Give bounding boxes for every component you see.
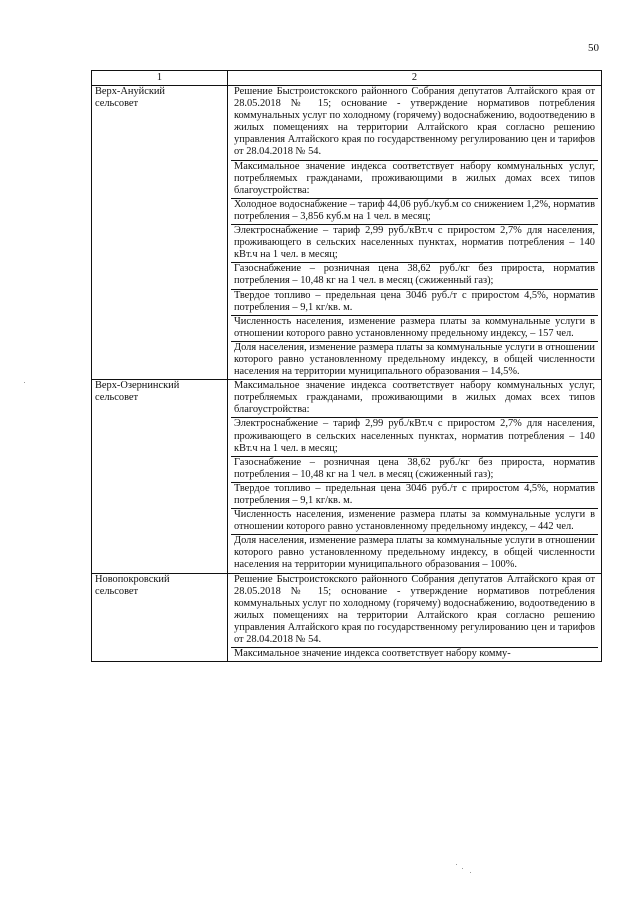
detail-paragraph: Газоснабжение – розничная цена 38,62 руб./кг без прироста, норматив потребления – 10,48 кг на 1 чел. в месяц (сжиженный газ);	[231, 457, 598, 483]
detail-paragraph: Решение Быстроистокского районного Собрания депутатов Алтайского края от 28.05.2018 № 15; основание - утверждение нормативов потребления коммунальных услуг по холодному (горячему) водоснабжению, водоотведению в жилых помещениях на территории Алтайского края согласно решению управления Алтайского края по государственному регулированию цен и тарифов от 28.04.2018 № 54.	[231, 574, 598, 649]
scan-speck	[462, 868, 463, 869]
table-row	[92, 86, 602, 380]
detail-paragraph: Доля населения, изменение размера платы за коммунальные услуги в отношении которого равно установленному предельному индексу, в общей численности населения на территории муниципального образования – 14,5%.	[234, 341, 595, 378]
column-header: 1	[92, 71, 228, 86]
detail-paragraph: Доля населения, изменение размера платы за коммунальные услуги в отношении которого равно установленному предельному индексу, в общей численности населения на территории муниципального образования – 100%.	[234, 535, 595, 571]
scan-speck	[456, 864, 457, 865]
municipality-details	[228, 86, 602, 380]
detail-paragraph: Электроснабжение – тариф 2,99 руб./кВт.ч с приростом 2,7% для населения, проживающего в сельских населенных пунктах, норматив потребления – 140 кВт.ч на 1 чел. в месяц;	[231, 225, 598, 263]
table-header-row	[92, 71, 602, 86]
municipality-name: Новопокровский сельсовет	[92, 573, 228, 662]
detail-paragraph: Максимальное значение индекса соответствует набору коммунальных услуг, потребляемых гражданами, проживающими в жилых домах всех типов благоустройства:	[231, 380, 598, 418]
municipality-name: Верх-Озернинский сельсовет	[92, 380, 228, 573]
table-row	[92, 380, 602, 573]
municipality-details	[228, 573, 602, 662]
detail-paragraph: Решение Быстроистокского районного Собрания депутатов Алтайского края от 28.05.2018 № 15; основание - утверждение нормативов потребления коммунальных услуг по холодному (горячему) водоснабжению, водоотведению в жилых помещениях на территории Алтайского края согласно решению управления Алтайского края по государственному регулированию цен и тарифов от 28.04.2018 № 54.	[231, 86, 598, 161]
scan-speck	[24, 382, 25, 383]
page-number: 50	[588, 42, 599, 54]
municipality-details	[228, 380, 602, 573]
detail-paragraph: Твердое топливо – предельная цена 3046 руб./т с приростом 4,5%, норматив потребления – 9,1 кг/кв. м.	[231, 483, 598, 509]
detail-paragraph: Твердое топливо – предельная цена 3046 руб./т с приростом 4,5%, норматив потребления – 9,1 кг/кв. м.	[231, 290, 598, 316]
detail-paragraph: Газоснабжение – розничная цена 38,62 руб./кг без прироста, норматив потребления – 10,48 кг на 1 чел. в месяц (сжиженный газ);	[231, 263, 598, 289]
municipality-name: Верх-Ануйский сельсовет	[92, 86, 228, 380]
column-header: 2	[228, 71, 602, 86]
scan-speck	[470, 872, 471, 873]
tariff-table	[91, 70, 602, 662]
detail-paragraph: Электроснабжение – тариф 2,99 руб./кВт.ч с приростом 2,7% для населения, проживающего в сельских населенных пунктах, норматив потребления – 140 кВт.ч на 1 чел. в месяц;	[231, 418, 598, 456]
table-row	[92, 573, 602, 662]
detail-paragraph: Холодное водоснабжение – тариф 44,06 руб./куб.м со снижением 1,2%, норматив потребления – 3,856 куб.м на 1 чел. в месяц;	[231, 199, 598, 225]
detail-paragraph: Максимальное значение индекса соответствует набору комму-	[234, 648, 511, 660]
detail-paragraph: Максимальное значение индекса соответствует набору коммунальных услуг, потребляемых гражданами, проживающими в жилых домах всех типов благоустройства:	[231, 161, 598, 199]
detail-paragraph: Численность населения, изменение размера платы за коммунальные услуги в отношении которого равно установленному предельному индексу, – 157 чел.	[231, 316, 598, 342]
detail-paragraph: Численность населения, изменение размера платы за коммунальные услуги в отношении которого равно установленному предельному индексу, – 442 чел.	[231, 509, 598, 535]
